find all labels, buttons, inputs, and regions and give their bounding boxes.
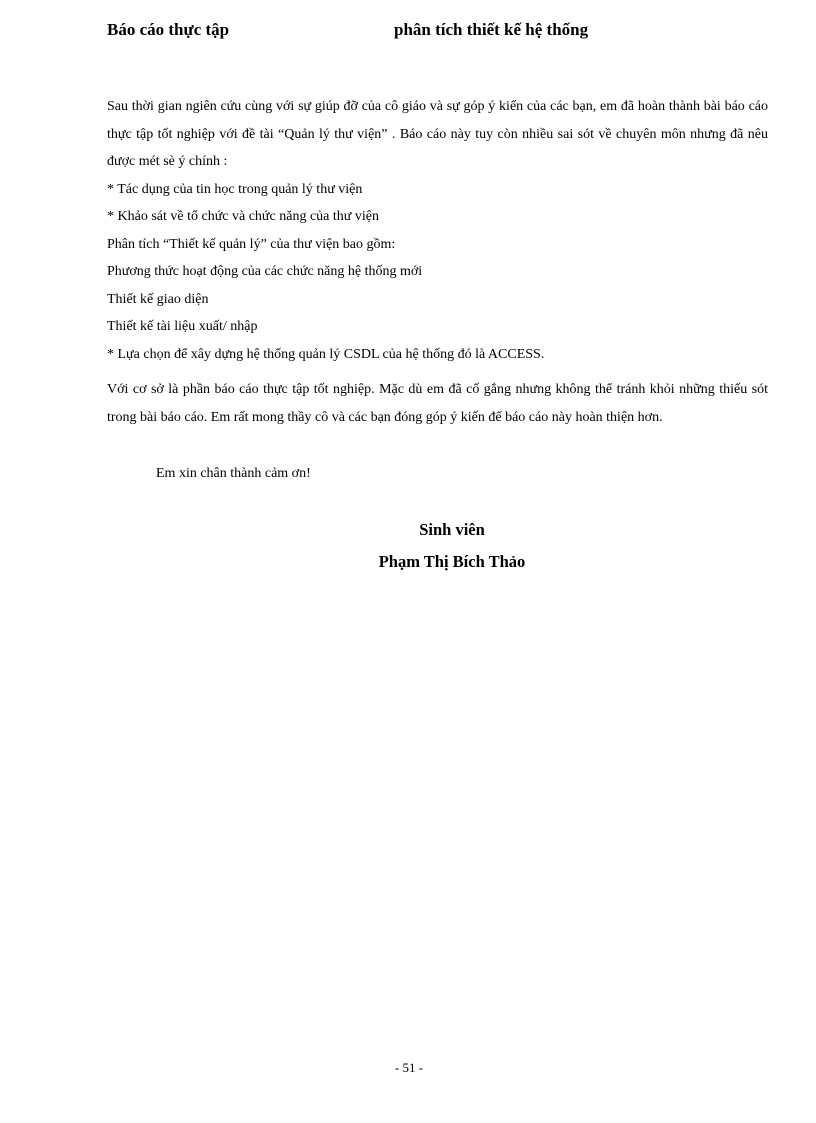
list-item-5: Thiết kế giao diện	[107, 291, 209, 307]
header-right-title: phân tích thiết kế hệ thống	[394, 20, 589, 39]
thanks-line: Em xin chân thành cảm ơn!	[156, 466, 311, 481]
list-item-6: Thiết kế tài liệu xuất/ nhập	[107, 319, 258, 334]
signature-name: Phạm Thị Bích Thảo	[378, 552, 526, 571]
list-item-2: * Khảo sát về tổ chức và chức năng của thư viện	[107, 209, 379, 224]
signature-title: Sinh viên	[419, 520, 485, 539]
list-item-4: Phương thức hoạt động của các chức năng hệ thống mới	[107, 264, 423, 279]
intro-paragraph: Sau thời gian ngiên cứu cùng với sự giúp đỡ của cô giáo và sự góp ý kiến của các bạn, em đã hoàn thành bài báo cáo thực tập tốt nghiệp với đề tài “Quản lý thư viện” . Báo cáo này tuy còn nhiều sai sót về chuyên môn nhưng đã nêu được mét sè ý chính :	[107, 99, 768, 169]
closing-paragraph: Với cơ sở là phần báo cáo thực tập tốt nghiệp. Mặc dù em đã cố gắng nhưng không thể tránh khỏi những thiếu sót trong bài báo cáo. Em rất mong thầy cô và các bạn đóng góp ý kiến để báo cáo này hoàn thiện hơn.	[107, 382, 768, 425]
page-number: - 51 -	[394, 1060, 424, 1075]
list-item-1: * Tác dụng của tin học trong quản lý thư viện	[107, 181, 363, 197]
header-left-title: Báo cáo thực tập	[107, 20, 230, 39]
intro-section	[107, 93, 768, 368]
list-item-7: * Lựa chọn để xây dựng hệ thống quản lý CSDL của hệ thống đó là ACCESS.	[107, 346, 545, 362]
list-item-3: Phân tích “Thiết kế quản lý” của thư viện bao gồm:	[107, 236, 396, 252]
